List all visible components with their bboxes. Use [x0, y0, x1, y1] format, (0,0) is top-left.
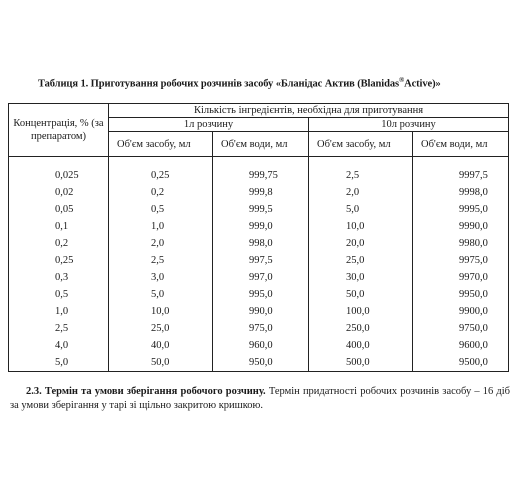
header-spacer-row [9, 157, 509, 168]
cell-water-volume-10l: 9995,0 [413, 201, 509, 218]
cell-concentration: 0,5 [9, 286, 109, 303]
cell-agent-volume-10l: 2,0 [309, 184, 413, 201]
cell-agent-volume-1l: 2,0 [109, 235, 213, 252]
table-row [9, 218, 509, 235]
cell-agent-volume-1l: 1,0 [109, 218, 213, 235]
cell-concentration: 0,05 [9, 201, 109, 218]
cell-water-volume-10l: 9950,0 [413, 286, 509, 303]
cell-concentration: 1,0 [9, 303, 109, 320]
cell-agent-volume-1l: 50,0 [109, 354, 213, 372]
cell-agent-volume-1l: 40,0 [109, 337, 213, 354]
cell-agent-volume-1l: 0,2 [109, 184, 213, 201]
cell-water-volume-10l: 9998,0 [413, 184, 509, 201]
cell-agent-volume-1l: 10,0 [109, 303, 213, 320]
table-caption [38, 76, 508, 90]
note-heading: Термін та умови зберігання робочого розчину. [44, 386, 266, 397]
group-10l-header: 10л розчину [309, 118, 509, 132]
cell-agent-volume-10l: 10,0 [309, 218, 413, 235]
cell-agent-volume-1l: 5,0 [109, 286, 213, 303]
cell-water-volume-1l: 999,5 [213, 201, 309, 218]
cell-agent-volume-1l: 25,0 [109, 320, 213, 337]
cell-agent-volume-10l: 25,0 [309, 252, 413, 269]
table-row [9, 269, 509, 286]
cell-concentration: 0,1 [9, 218, 109, 235]
cell-water-volume-1l: 999,8 [213, 184, 309, 201]
cell-water-volume-10l: 9980,0 [413, 235, 509, 252]
cell-water-volume-1l: 990,0 [213, 303, 309, 320]
agent-volume-header-1l: Об'єм засобу, мл [109, 132, 213, 157]
group-1l-header: 1л розчину [109, 118, 309, 132]
storage-note [10, 385, 510, 413]
table-row [9, 167, 509, 184]
cell-agent-volume-1l: 0,25 [109, 167, 213, 184]
water-volume-header-1l: Об'єм води, мл [213, 132, 309, 157]
table-row [9, 184, 509, 201]
caption-prefix: Таблиця 1. [38, 78, 89, 90]
cell-water-volume-1l: 950,0 [213, 354, 309, 372]
concentration-header: Концентрація, % (за препаратом) [9, 104, 109, 157]
note-text: Термін придатності робочих розчинів засобу – 16 діб за умови зберігання у тарі зі щільно закритою кришкою. [10, 386, 510, 411]
cell-water-volume-1l: 997,5 [213, 252, 309, 269]
table-body [9, 157, 509, 372]
cell-water-volume-1l: 999,75 [213, 167, 309, 184]
cell-concentration: 0,2 [9, 235, 109, 252]
cell-agent-volume-1l: 0,5 [109, 201, 213, 218]
table-row [9, 201, 509, 218]
table-row [9, 286, 509, 303]
cell-agent-volume-10l: 20,0 [309, 235, 413, 252]
ingredients-header: Кількість інгредієнтів, необхідна для приготування [109, 104, 509, 118]
cell-water-volume-1l: 995,0 [213, 286, 309, 303]
cell-agent-volume-10l: 5,0 [309, 201, 413, 218]
cell-water-volume-1l: 997,0 [213, 269, 309, 286]
table-row [9, 320, 509, 337]
cell-concentration: 4,0 [9, 337, 109, 354]
cell-water-volume-10l: 9970,0 [413, 269, 509, 286]
caption-text: Приготування робочих розчинів засобу «Бланідас Актив (Blanidas [88, 78, 399, 90]
cell-agent-volume-10l: 2,5 [309, 167, 413, 184]
cell-water-volume-10l: 9750,0 [413, 320, 509, 337]
preparation-table [8, 103, 509, 372]
water-volume-header-10l: Об'єм води, мл [413, 132, 509, 157]
cell-water-volume-10l: 9997,5 [413, 167, 509, 184]
cell-water-volume-1l: 960,0 [213, 337, 309, 354]
cell-concentration: 0,025 [9, 167, 109, 184]
table-row [9, 337, 509, 354]
cell-water-volume-10l: 9500,0 [413, 354, 509, 372]
table-row [9, 354, 509, 372]
cell-water-volume-1l: 999,0 [213, 218, 309, 235]
cell-agent-volume-10l: 500,0 [309, 354, 413, 372]
cell-agent-volume-1l: 2,5 [109, 252, 213, 269]
registered-mark: ® [398, 76, 405, 84]
caption-text-end: Active)» [404, 78, 441, 90]
cell-agent-volume-10l: 30,0 [309, 269, 413, 286]
cell-agent-volume-10l: 100,0 [309, 303, 413, 320]
table-row [9, 303, 509, 320]
table-row [9, 252, 509, 269]
cell-agent-volume-1l: 3,0 [109, 269, 213, 286]
cell-agent-volume-10l: 400,0 [309, 337, 413, 354]
agent-volume-header-10l: Об'єм засобу, мл [309, 132, 413, 157]
cell-concentration: 5,0 [9, 354, 109, 372]
cell-water-volume-10l: 9600,0 [413, 337, 509, 354]
cell-water-volume-10l: 9900,0 [413, 303, 509, 320]
note-number: 2.3. [26, 386, 42, 397]
cell-water-volume-10l: 9975,0 [413, 252, 509, 269]
cell-water-volume-10l: 9990,0 [413, 218, 509, 235]
cell-water-volume-1l: 975,0 [213, 320, 309, 337]
cell-concentration: 0,02 [9, 184, 109, 201]
cell-concentration: 2,5 [9, 320, 109, 337]
cell-agent-volume-10l: 50,0 [309, 286, 413, 303]
cell-concentration: 0,3 [9, 269, 109, 286]
table-row [9, 235, 509, 252]
cell-water-volume-1l: 998,0 [213, 235, 309, 252]
cell-agent-volume-10l: 250,0 [309, 320, 413, 337]
cell-concentration: 0,25 [9, 252, 109, 269]
